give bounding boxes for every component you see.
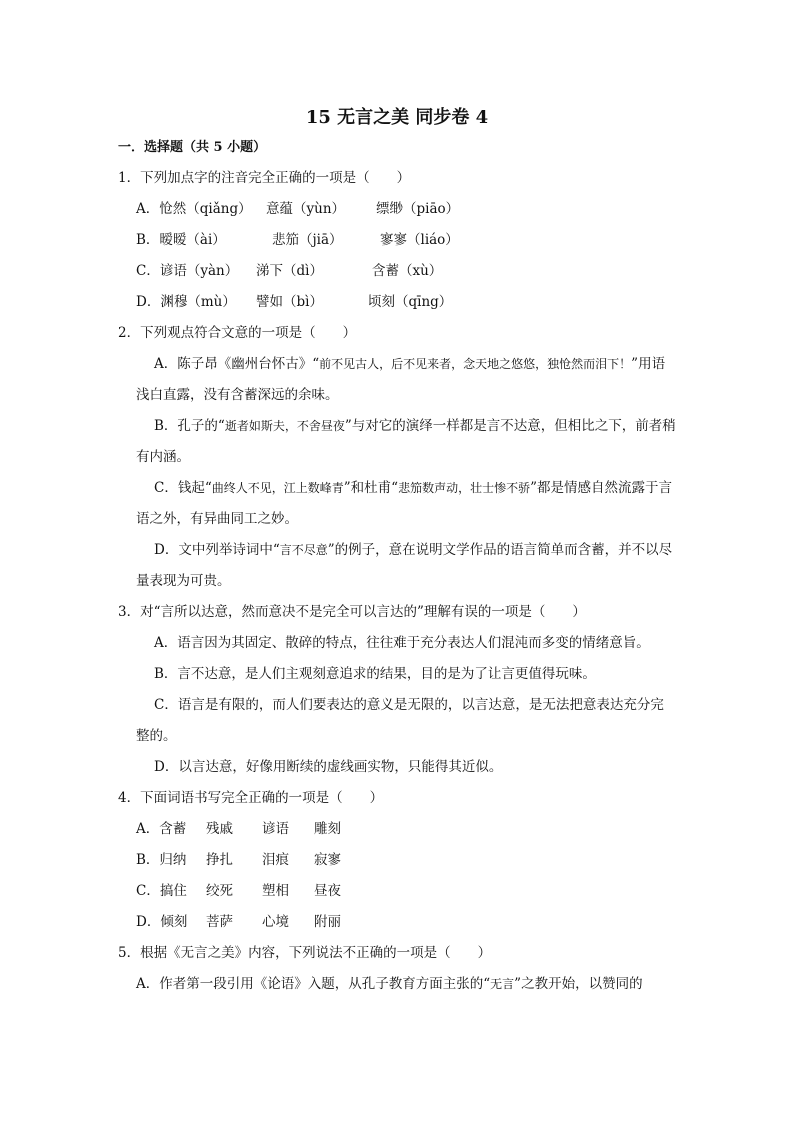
- option-text: C．钱起“: [154, 480, 212, 496]
- question-4-option-d: [118, 912, 676, 933]
- option-text: D．文中列举诗词中“: [154, 542, 280, 558]
- option-text: ”用语浅白直露，没有含蓄深远的余味。: [136, 356, 666, 403]
- question-2-option-a: [118, 349, 676, 411]
- quoted-text: 曲终人不见，江上数峰青: [211, 481, 344, 495]
- question-2-stem: 2．下列观点符合文意的一项是（ ）: [118, 325, 357, 341]
- question-4-option-c: [118, 881, 676, 902]
- option-text: A．陈子昂《幽州台怀古》“: [154, 356, 320, 372]
- option-text: 悲笳（jiā）: [272, 232, 343, 248]
- quoted-text: 言不尽意: [279, 543, 328, 557]
- option-text: 菩萨: [206, 914, 233, 930]
- option-text: ”和杜甫“: [343, 480, 399, 496]
- question-4-stem: 4．下面词语书写完全正确的一项是（ ）: [118, 790, 384, 806]
- page-title: 15 无言之美 同步卷 4: [305, 107, 489, 128]
- option-text: A．怆然（qiǎng）: [136, 201, 252, 217]
- question-1-option-b: [118, 230, 676, 251]
- option-text: B．孔子的“: [154, 418, 225, 434]
- option-text: 雕刻: [314, 821, 341, 837]
- option-text: 寥寥（liáo）: [380, 232, 459, 248]
- option-text: 心境: [262, 914, 289, 930]
- section-heading: 一．选择题（共 5 小题）: [118, 140, 267, 155]
- question-1-stem: 1．下列加点字的注音完全正确的一项是（ ）: [118, 170, 411, 186]
- question-2-option-c: [118, 473, 676, 535]
- question-4-option-b: [118, 850, 676, 871]
- quoted-text: 逝者如斯夫，不舍昼夜: [224, 419, 345, 433]
- question-3-option-b: B．言不达意，是人们主观刻意追求的结果，目的是为了让言更值得玩味。: [154, 666, 596, 682]
- question-1-option-a: [118, 199, 676, 220]
- question-5-stem: 5．根据《无言之美》内容，下列说法不正确的一项是（ ）: [118, 945, 492, 961]
- option-text: 残戚: [206, 821, 233, 837]
- question-2-option-b: [118, 411, 676, 473]
- option-text: D．渊穆（mù）: [136, 294, 236, 310]
- quoted-text: 无言: [490, 977, 515, 991]
- question-3-option-a: A．语言因为其固定、散碎的特点，往往难于充分表达人们混沌而多变的情绪意旨。: [154, 635, 650, 651]
- quoted-text: 悲笳数声动，壮士惨不骄: [398, 481, 531, 495]
- option-text: ”之教开始，以赞同的: [514, 976, 643, 992]
- option-text: 含蓄（xù）: [372, 263, 443, 279]
- option-text: B．归纳: [136, 852, 187, 868]
- option-text: ”的例子，意在说明文学作品的语言简单而含蓄，并不以尽量表现为可贵。: [136, 542, 673, 589]
- question-5-option-a: [118, 974, 676, 995]
- option-text: 意蕴（yùn）: [266, 201, 346, 217]
- option-text: 寂寥: [314, 852, 341, 868]
- option-text: C．搞住: [136, 883, 187, 899]
- option-text: A．含蓄: [136, 821, 187, 837]
- option-text: 塑相: [262, 883, 289, 899]
- question-3-option-c: C．语言是有限的，而人们要表达的意义是无限的，以言达意，是无法把意表达充分完整的。: [136, 697, 664, 744]
- question-1-option-d: [118, 292, 676, 313]
- option-text: 顷刻（qīng）: [368, 294, 453, 310]
- option-text: A．作者第一段引用《论语》入题，从孔子教育方面主张的“: [136, 976, 491, 992]
- option-text: 谚语: [262, 821, 289, 837]
- question-3-option-d: D．以言达意，好像用断续的虚线画实物，只能得其近似。: [154, 759, 503, 775]
- option-text: 譬如（bì）: [256, 294, 323, 310]
- option-text: 泪痕: [262, 852, 289, 868]
- option-text: D．倾刻: [136, 914, 188, 930]
- option-text: 缥缈（piāo）: [376, 201, 460, 217]
- quoted-text: 前不见古人，后不见来者，念天地之悠悠，独怆然而泪下！: [319, 357, 632, 371]
- question-1-option-c: [118, 261, 676, 282]
- option-text: 附丽: [314, 914, 341, 930]
- option-text: C．谚语（yàn）: [136, 263, 239, 279]
- option-text: 绞死: [206, 883, 233, 899]
- question-4-option-a: [118, 819, 676, 840]
- option-text: 涕下（dì）: [256, 263, 323, 279]
- option-text: 挣扎: [206, 852, 233, 868]
- question-3-stem: 3．对“言所以达意，然而意决不是完全可以言达的”理解有误的一项是（ ）: [118, 604, 586, 620]
- option-text: 昼夜: [314, 883, 341, 899]
- option-text: B．暧暧（ài）: [136, 232, 226, 248]
- option-text: ”与对它的演绎一样都是言不达意，但相比之下，前者稍有内涵。: [136, 418, 676, 465]
- option-text: ”都是情感自然流露于言语之外，有异曲同工之妙。: [136, 480, 672, 527]
- question-2-option-d: [118, 535, 676, 597]
